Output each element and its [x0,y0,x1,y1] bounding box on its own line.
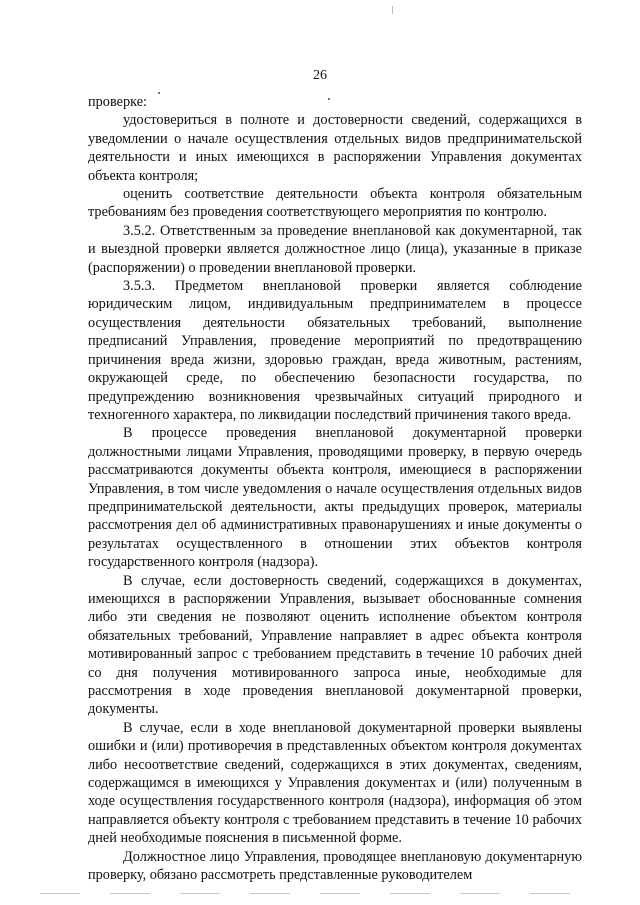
scan-edge-line [40,893,600,894]
paragraph: В случае, если достоверность сведений, содержащихся в документах, имеющихся в распоряжении Управления, вызывает обоснованные сомнения либо эти сведения не позволяют оценить исполнение объектом контроля обязательных требований, Управление направляет в адрес объекта контроля мотивированный запрос с требованием представить в течение 10 рабочих дней со дня получения мотивированного запроса иные, необходимые для рассмотрения в ходе проведения внеплановой документарной проверки, документы. [88,572,582,718]
paragraph: 3.5.2. Ответственным за проведение внеплановой как документарной, так и выездной проверки является должностное лицо (лица), указанные в приказе (распоряжении) о проведении внеплановой проверки. [88,222,582,276]
paragraph: 3.5.3. Предметом внеплановой проверки является соблюдение юридическим лицом, индивидуальным предпринимателем в процессе осуществления деятельности обязательных требований, выполнение предписаний Управления, проведение мероприятий по предотвращению причинения вреда жизни, здоровью граждан, вреда животным, растениям, окружающей среде, по обеспечению безопасности государства, по предупреждению возникновения чрезвычайных ситуаций природного и техногенного характера, по ликвидации последствий причинения такого вреда. [88,278,582,423]
paragraph: удостовериться в полноте и достоверности сведений, содержащихся в уведомлении о начале осуществления отдельных видов предпринимательской деятельности и иных имеющихся в распоряжении Управления документах объекта контроля; [88,112,582,184]
scan-artifact [392,6,393,14]
paragraph: оценить соответствие деятельности объекта контроля обязательным требованиям без проведения соответствующего мероприятия по контролю. [88,186,582,221]
paragraph: Должностное лицо Управления, проводящее внеплановую документарную проверку, обязано рассмотреть представленные руководителем [88,848,582,884]
paragraph: проверке: [88,94,148,110]
document-body [88,93,582,884]
page-number: 26 [313,68,327,83]
paragraph: В случае, если в ходе внеплановой документарной проверки выявлены ошибки и (или) противоречия в представленных объектом контроля документах либо несоответствие сведений, содержащихся в этих документах, сведениям, содержащимся в имеющихся у Управления документах и (или) полученным в ходе осуществления государственного контроля (надзора), информация об этом направляется объекту контроля с требованием представить в течение 10 рабочих дней необходимые пояснения в письменной форме. [88,719,582,847]
paragraph: В процессе проведения внеплановой документарной проверки должностными лицами Управления, проводящими проверку, в первую очередь рассматриваются документы объекта контроля, имеющиеся в распоряжении Управления, в том числе уведомления о начале осуществления отдельных видов предпринимательской деятельности, акты предыдущих проверок, материалы рассмотрения дел об административных правонарушениях и иные документы о результатах осуществленного в отношении этих объектов контроля государственного контроля (надзора). [88,425,582,571]
